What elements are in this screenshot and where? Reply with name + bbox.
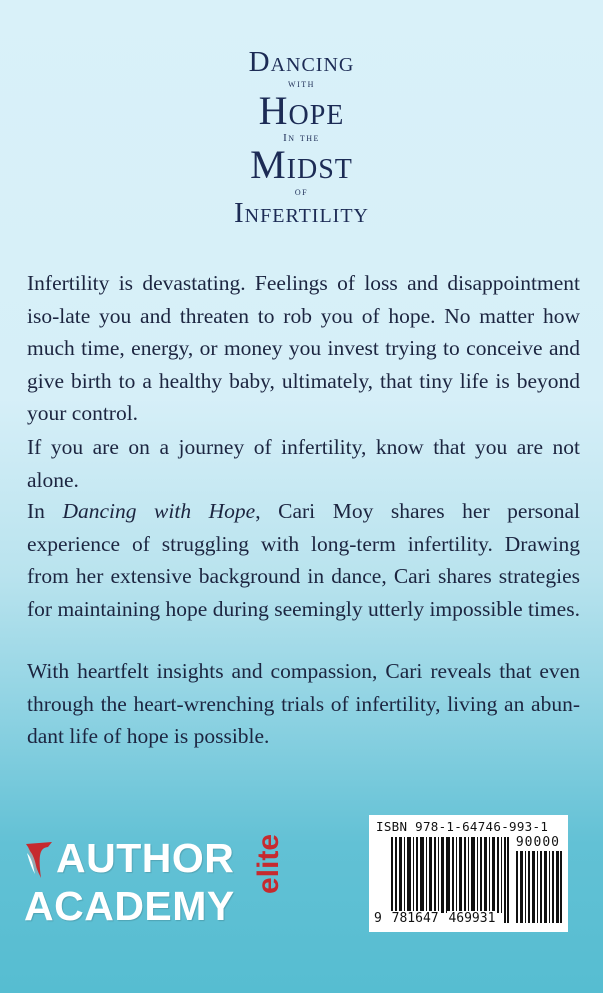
barcode-lead-digit: 9 [374, 911, 382, 926]
publisher-tag-elite: elite [252, 833, 285, 894]
barcode-digits-group2: 469931 [448, 911, 496, 926]
book-title [0, 48, 603, 228]
price-barcode-bars-icon [516, 851, 562, 923]
isbn-barcode [369, 815, 568, 932]
book-title-italic: Dancing with Hope [62, 499, 256, 523]
blurb-paragraph-2: If you are on a journey of infertility, know that you are not alone. [27, 435, 580, 492]
title-line-in-the: In the [283, 132, 320, 144]
title-line-hope: Hope [258, 88, 345, 133]
blurb-paragraph-4: With heartfelt insights and compassion, Cari reveals that even through the heart-wrenching trials of infertility, living an abun-dant life of hope is possible. [27, 659, 580, 748]
title-line-midst: Midst [250, 142, 353, 187]
title-line-of: of [294, 186, 309, 198]
title-line-with: with [288, 78, 315, 90]
publisher-logo [24, 833, 294, 936]
isbn-number: ISBN 978-1-64746-993-1 [376, 819, 549, 834]
title-line-infertility: Infertility [234, 197, 369, 229]
barcode-digits [373, 911, 496, 926]
barcode-digits-group1: 781647 [391, 911, 439, 926]
price-code: 90000 [515, 835, 560, 850]
p3-rest: , Cari Moy shares her personal experience of struggling with long-term infertility. Drawing from her extensive background in dance, Cari shares strategies for maintaining hope during seemingly utterly impossible times. [27, 499, 580, 621]
blurb-paragraph-1: Infertility is devastating. Feelings of loss and disappointment iso-late you and threaten to rob you of hope. No matter how much time, energy, or money you invest trying to conceive and give birth to a healthy baby, ultimately, that tiny life is beyond your control. [27, 271, 580, 425]
publisher-name-line2: ACADEMY [24, 883, 235, 929]
title-line-dancing: Dancing [248, 46, 355, 78]
p3-prefix: In [27, 499, 63, 523]
quill-swoosh-icon [24, 840, 54, 880]
blurb-paragraph-3 [27, 495, 580, 625]
publisher-name-line1: AUTHOR [56, 835, 235, 881]
